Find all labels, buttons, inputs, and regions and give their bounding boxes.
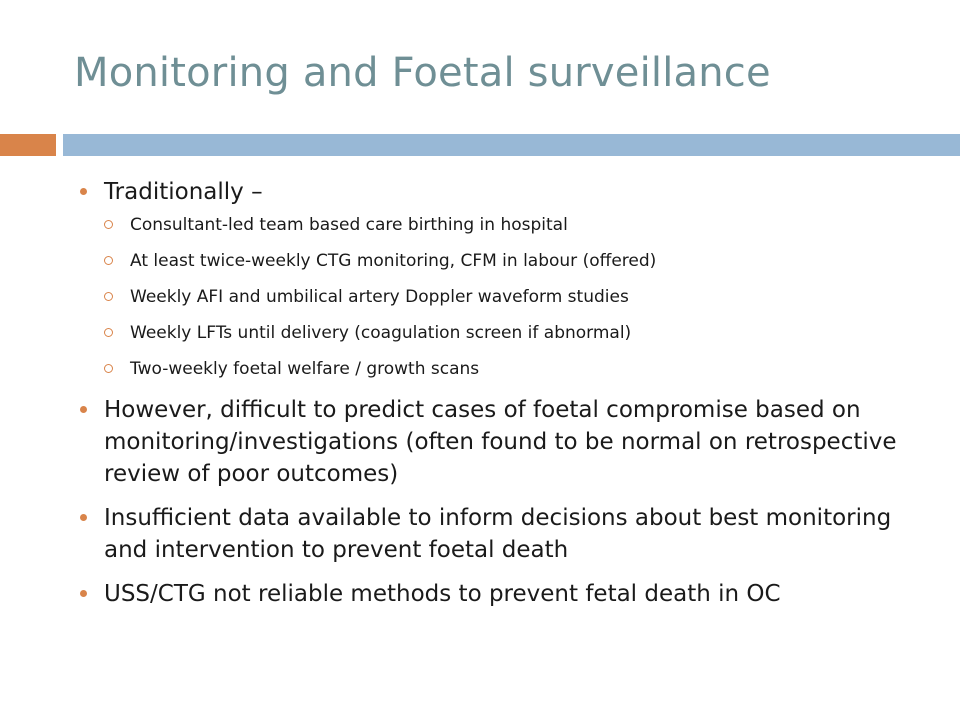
ring-bullet-icon bbox=[104, 220, 113, 229]
sub-bullet-item bbox=[102, 358, 940, 380]
sub-bullet-text: Consultant-led team based care birthing in hospital bbox=[130, 215, 568, 235]
ring-bullet-icon bbox=[104, 328, 113, 337]
accent-bar-orange bbox=[0, 134, 56, 156]
bullet-text: USS/CTG not reliable methods to prevent fetal death in OC bbox=[104, 581, 781, 607]
ring-bullet-icon bbox=[104, 256, 113, 265]
bullet-text: Traditionally – bbox=[104, 179, 263, 205]
bullet-item bbox=[80, 394, 940, 490]
bullet-text: Insufficient data available to inform decisions about best monitoring and intervention to prevent foetal death bbox=[104, 505, 892, 563]
slide-title: Monitoring and Foetal surveillance bbox=[74, 50, 771, 96]
sub-bullet-item bbox=[102, 250, 940, 272]
sub-bullet-list bbox=[102, 214, 940, 380]
bullet-dot-icon bbox=[80, 514, 87, 521]
sub-bullet-text: At least twice-weekly CTG monitoring, CFM in labour (offered) bbox=[130, 251, 657, 271]
sub-bullet-text: Two-weekly foetal welfare / growth scans bbox=[130, 359, 480, 379]
sub-bullet-text: Weekly AFI and umbilical artery Doppler waveform studies bbox=[130, 287, 629, 307]
bullet-dot-icon bbox=[80, 188, 87, 195]
bullet-item bbox=[80, 502, 940, 566]
bullet-item bbox=[80, 578, 940, 610]
sub-bullet-text: Weekly LFTs until delivery (coagulation screen if abnormal) bbox=[130, 323, 632, 343]
ring-bullet-icon bbox=[104, 364, 113, 373]
bullet-item bbox=[80, 176, 940, 208]
accent-bar-blue bbox=[63, 134, 960, 156]
bullet-dot-icon bbox=[80, 406, 87, 413]
sub-bullet-item bbox=[102, 214, 940, 236]
ring-bullet-icon bbox=[104, 292, 113, 301]
sub-bullet-item bbox=[102, 322, 940, 344]
bullet-dot-icon bbox=[80, 590, 87, 597]
slide-content bbox=[80, 176, 940, 622]
bullet-text: However, difficult to predict cases of foetal compromise based on monitoring/investigations (often found to be normal on retrospective review of poor outcomes) bbox=[104, 397, 897, 487]
sub-bullet-item bbox=[102, 286, 940, 308]
